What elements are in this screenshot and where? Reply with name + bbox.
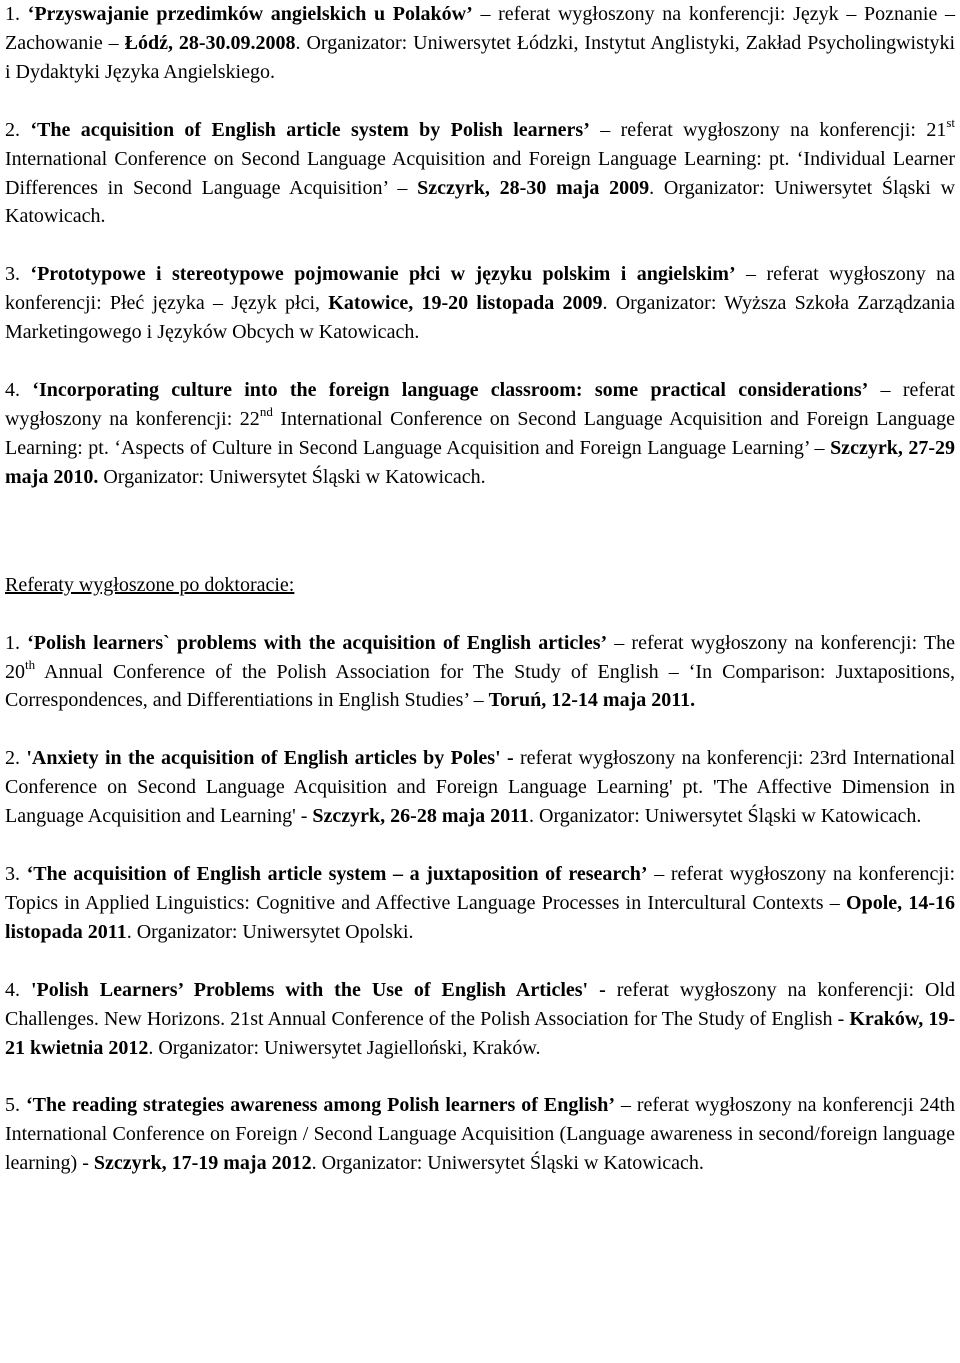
item-number: 5. bbox=[5, 1094, 20, 1117]
item-place-date: Toruń, 12-14 maja 2011. bbox=[488, 689, 696, 712]
item-number: 2. bbox=[5, 118, 20, 141]
item-text: referat wygłoszony na konferencji: 23rd International Conference on Second Language Acquisition and Foreign Language Learning' pt. 'The Affective Dimension in Language Acquisition and Learning' - bbox=[5, 747, 955, 828]
item-text: referat wygłoszony na konferencji: Old Challenges. New Horizons. 21st Annual Conference of the Polish Association for The Study of English - bbox=[5, 978, 956, 1030]
item-text: International Conference on Second Language Acquisition and Foreign Language Learning: pt. ‘Aspects of Culture in Second Language Acquisition and Foreign Language Learning’ – bbox=[5, 407, 955, 459]
item-text: International Conference on Second Language Acquisition and Foreign Language Learning: pt. ‘Individual Learner Differences in Second Language Acquisition’ – bbox=[5, 147, 955, 199]
item-text: – referat wygłoszony na konferencji: Język – Poznanie – Zachowanie – bbox=[5, 3, 955, 54]
list-item bbox=[5, 860, 955, 947]
item-text: – referat wygłoszony na konferencji: 22 bbox=[5, 379, 955, 430]
item-number: 3. bbox=[5, 263, 20, 286]
list-item bbox=[5, 976, 955, 1063]
item-place-date: Szczyrk, 17-19 maja 2012 bbox=[93, 1152, 312, 1175]
ordinal-suffix: st bbox=[946, 115, 956, 131]
list-item bbox=[5, 376, 955, 492]
item-text: Organizator: Uniwersytet Śląski w Katowicach. bbox=[98, 465, 486, 488]
item-place-date: Katowice, 19-20 listopada 2009 bbox=[328, 292, 603, 315]
item-text: . Organizator: Uniwersytet Śląski w Katowicach. bbox=[5, 176, 956, 228]
item-text: . Organizator: Uniwersytet Jagielloński, Kraków. bbox=[148, 1036, 541, 1059]
item-title: 'Anxiety in the acquisition of English articles by Poles' - bbox=[26, 747, 514, 770]
item-title: ‘Prototypowe i stereotypowe pojmowanie płci w języku polskim i angielskim’ bbox=[30, 263, 736, 286]
item-text: – referat wygłoszony na konferencji: Płeć języka – Język płci, bbox=[5, 263, 955, 315]
item-title: ‘Polish learners` problems with the acquisition of English articles’ bbox=[27, 631, 608, 654]
item-number: 4. bbox=[5, 379, 20, 402]
item-place-date: Kraków, 19-21 kwietnia 2012 bbox=[5, 1007, 955, 1059]
item-text: – referat wygłoszony na konferencji: The 20 bbox=[5, 631, 956, 683]
ordinal-suffix: nd bbox=[259, 404, 273, 420]
item-text: . Organizator: Uniwersytet Śląski w Katowicach. bbox=[529, 805, 922, 828]
item-text: . Organizator: Uniwersytet Śląski w Katowicach. bbox=[311, 1152, 704, 1175]
item-place-date: Opole, 14-16 listopada 2011 bbox=[5, 891, 955, 943]
ordinal-suffix: th bbox=[25, 656, 36, 672]
item-text: . Organizator: Uniwersytet Łódzki, Instytut Anglistyki, Zakład Psycholingwistyki i Dydaktyki Języka Angielskiego. bbox=[5, 31, 955, 83]
section-heading-text: Referaty wygłoszone po doktoracie: bbox=[5, 573, 295, 596]
item-number: 1. bbox=[5, 631, 20, 654]
item-place-date: Szczyrk, 26-28 maja 2011 bbox=[312, 805, 530, 828]
item-number: 3. bbox=[5, 863, 20, 886]
item-text: . Organizator: Wyższa Szkoła Zarządzania Marketingowego i Języków Obcych w Katowicach. bbox=[5, 292, 956, 344]
item-number: 1. bbox=[5, 3, 20, 25]
list-item bbox=[5, 629, 955, 716]
item-title: ‘The reading strategies awareness among Polish learners of English’ bbox=[25, 1094, 615, 1117]
item-title: ‘The acquisition of English article system by Polish learners’ bbox=[30, 118, 590, 141]
item-place-date: Łódź, 28-30.09.2008 bbox=[124, 31, 296, 54]
list-item bbox=[5, 0, 955, 87]
list-item bbox=[5, 1091, 955, 1178]
item-text: Annual Conference of the Polish Association for The Study of English – ‘In Comparison: Juxtapositions, Correspondences, and Differentiations in English Studies’ – bbox=[5, 660, 955, 712]
item-title: ‘Incorporating culture into the foreign language classroom: some practical considerations’ bbox=[32, 379, 869, 402]
item-text: – referat wygłoszony na konferencji: 21 bbox=[589, 118, 947, 141]
item-text: – referat wygłoszony na konferencji 24th International Conference on Foreign / Second Language Acquisition (Language awareness in second/foreign language learning) - bbox=[5, 1094, 956, 1175]
list-item bbox=[5, 744, 955, 831]
item-place-date: Szczyrk, 27-29 maja 2010. bbox=[5, 436, 955, 488]
item-place-date: Szczyrk, 28-30 maja 2009 bbox=[417, 176, 650, 199]
item-text: . Organizator: Uniwersytet Opolski. bbox=[126, 920, 414, 943]
item-number: 4. bbox=[5, 978, 20, 1001]
item-title: ‘The acquisition of English article system – a juxtaposition of research’ bbox=[26, 863, 648, 886]
list-item bbox=[5, 116, 955, 232]
list-item bbox=[5, 260, 955, 347]
section-heading bbox=[5, 571, 955, 600]
item-number: 2. bbox=[5, 747, 20, 770]
item-text: – referat wygłoszony na konferencji: Topics in Applied Linguistics: Cognitive and Affective Language Processes in Intercultural Contexts – bbox=[5, 863, 956, 914]
item-title: 'Polish Learners’ Problems with the Use of English Articles' - bbox=[31, 978, 606, 1001]
item-title: ‘Przyswajanie przedimków angielskich u Polaków’ bbox=[27, 3, 473, 25]
